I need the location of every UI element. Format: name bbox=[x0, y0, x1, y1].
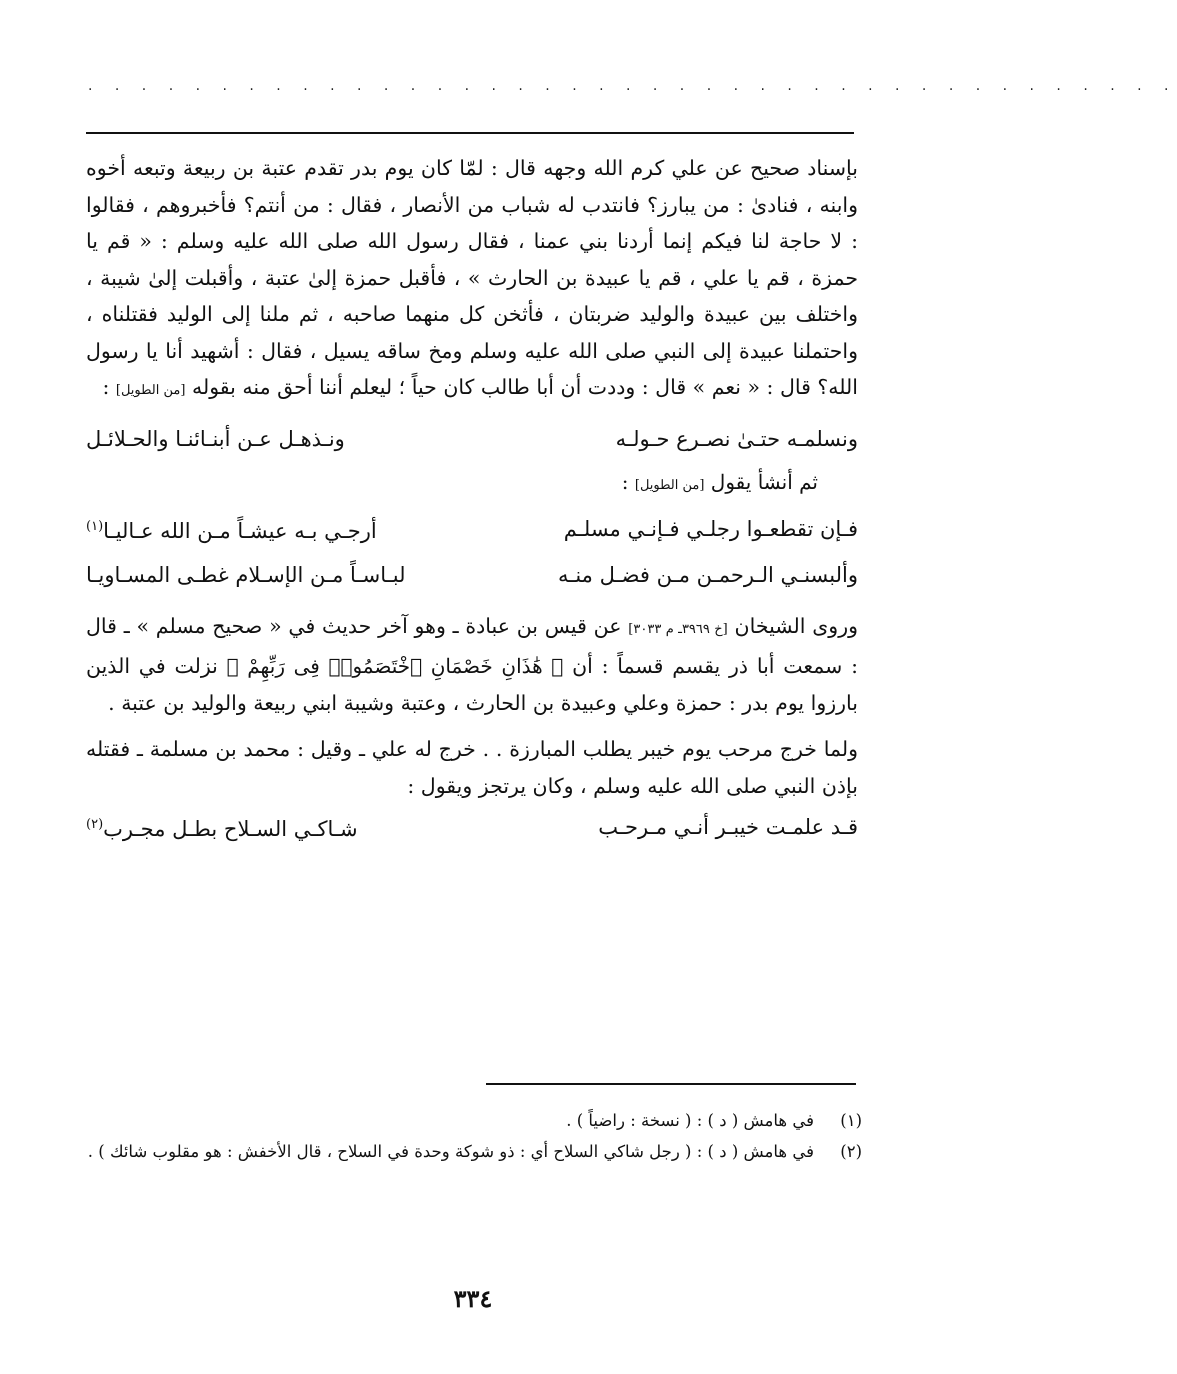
meter-label-2: [من الطويل] bbox=[634, 477, 705, 493]
header-rule bbox=[86, 132, 854, 134]
paragraph-2-start: وروى الشيخان bbox=[734, 613, 858, 638]
verse-line-1 bbox=[86, 416, 858, 462]
verse-2-first-hemistich: فـإن تقطعـوا رجلـي فـإنـي مسلـم bbox=[563, 516, 858, 541]
quran-verse: ﴿ هَٰذَانِ خَصْمَانِ ٱخْتَصَمُوا۟ فِى رَبِّهِمْ ﴾ bbox=[226, 654, 564, 678]
footnote-rule bbox=[486, 1083, 856, 1085]
verse-3-second-hemistich: لبـاسـاً مـن الإسـلام غطـى المسـاويـا bbox=[86, 562, 406, 587]
verse-intro-text: ثم أنشأ يقول bbox=[710, 469, 818, 494]
page-number: ٣٣٤ bbox=[453, 1284, 493, 1313]
verse-4-first-hemistich: قـد علمـت خيبـر أنـي مـرحـب bbox=[598, 815, 858, 839]
footnote-1-text: في هامش ( د ) : ( نسخة : راضياً ) . bbox=[566, 1111, 814, 1130]
footnote-2-number: (٢) bbox=[840, 1142, 862, 1161]
verse-3-first-hemistich: وألبسنـي الـرحمـن مـن فضـل منـه bbox=[557, 562, 858, 587]
hadith-reference: [خ ٣٩٦٩ـ م ٣٠٣٣] bbox=[628, 621, 728, 637]
verse-2-second-hemistich bbox=[86, 504, 456, 554]
paragraph-2-end: نزلت في الذين بارزوا يوم بدر : حمزة وعلي وعبيدة بن الحارث ، وعتبة وشيبة ابني ربيعة والوليد بن عتبة . bbox=[86, 654, 858, 715]
paragraph-1 bbox=[86, 150, 858, 410]
paragraph-1-text: بإسناد صحيح عن علي كرم الله وجهه قال : لمّا كان يوم بدر تقدم عتبة بن ربيعة وتبعه أخوه وابنه ، فنادىٰ : من يبارز؟ فانتدب له شباب من الأنصار ، فقال : من أنتم؟ فأخبروهم ، فقالوا : لا حاجة لنا فيكم إنما أردنا بني عمنا ، فقال رسول الله صلى الله عليه وسلم : « قم يا حمزة ، قم يا علي ، قم يا عبيدة بن الحارث » ، فأقبل حمزة إلىٰ عتبة ، وأقبلت إلىٰ شيبة ، واختلف بين عبيدة والوليد ضربتان ، فأثخن كل منهما صاحبه ، ثم ملنا إلى الوليد فقتلناه ، واحتملنا عبيدة إلى النبي صلى الله عليه وسلم ومخ ساقه يسيل ، فقال : أشهيد أنا يا رسول الله؟ قال : « نعم » قال : وددت أن أبا طالب كان حياً ؛ ليعلم أننا أحق منه بقوله bbox=[86, 156, 858, 399]
paragraph-2 bbox=[86, 608, 858, 722]
main-text bbox=[86, 150, 858, 850]
header-dotted-line: . . . . . . . . . . . . . . . . . . . . . . . . . . . . . . . . . . . . . . . . . bbox=[88, 78, 1177, 94]
verse-4-second-text: شـاكـي السـلاح بطـل مجـرب bbox=[103, 817, 358, 841]
footnote-ref-2[interactable]: (٢) bbox=[86, 817, 104, 832]
paragraph-1-end: : bbox=[102, 375, 116, 399]
verse-line-3 bbox=[86, 552, 858, 598]
footnotes bbox=[86, 1105, 862, 1167]
verse-4-second-hemistich bbox=[86, 802, 456, 852]
verse-1-second-hemistich: ونـذهـل عـن أبنـائنـا والحـلائـل bbox=[86, 426, 345, 451]
verse-intro-end: : bbox=[621, 469, 635, 494]
verse-1-first-hemistich: ونسلمـه حتـىٰ نصـرع حـولـه bbox=[615, 426, 858, 451]
footnote-1-number: (١) bbox=[840, 1111, 862, 1130]
footnote-ref-1[interactable]: (١) bbox=[86, 518, 104, 534]
footnote-2-text: في هامش ( د ) : ( رجل شاكي السلاح أي : ذو شوكة وحدة في السلاح ، قال الأخفش : هو مقلوب شائك ) . bbox=[87, 1142, 814, 1161]
paragraph-2-middle: عن قيس بن عبادة ـ وهو آخر حديث في « صحيح مسلم » ـ قال : سمعت أبا ذر يقسم قسماً : أن bbox=[86, 613, 858, 678]
footnote-1 bbox=[86, 1105, 862, 1136]
paragraph-3: ولما خرج مرحب يوم خيبر يطلب المبارزة . . خرج له علي ـ وقيل : محمد بن مسلمة ـ فقتله بإذن النبي صلى الله عليه وسلم ، وكان يرتجز ويقول : bbox=[86, 737, 858, 798]
verse-intro bbox=[86, 462, 858, 506]
verse-2-second-text: أرجـي بـه عيشـاً مـن الله عـاليـا bbox=[103, 518, 377, 543]
verse-line-4 bbox=[86, 804, 858, 850]
meter-label: [من الطويل] bbox=[115, 383, 186, 398]
verse-line-2 bbox=[86, 506, 858, 552]
footnote-2 bbox=[86, 1136, 862, 1167]
